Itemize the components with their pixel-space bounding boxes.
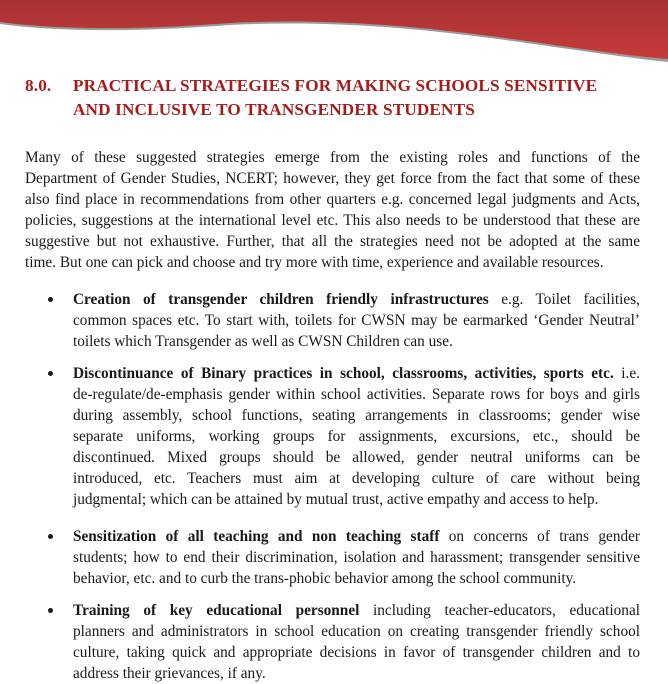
- bullet-line: de-regulate/de-emphasis gender within school activities. Separate rows for boys and girls: [73, 386, 640, 403]
- bullet-line: behavior, etc. and to curb the trans-phobic behavior among the school community.: [73, 570, 577, 587]
- bullet-line: common spaces etc. To start with, toilets for CWSN may be earmarked ‘Gender Neutral’: [73, 312, 640, 329]
- bullet-first-rest: including teacher-educators, educational: [359, 602, 640, 619]
- bullet-line: toilets which Transgender as well as CWSN Children can use.: [73, 333, 453, 350]
- intro-line: time. But one can pick and choose and try more with time, experience and available resources.: [25, 254, 604, 271]
- bullet-first-rest: e.g. Toilet facilities,: [488, 291, 640, 308]
- section-title-line-2: AND INCLUSIVE TO TRANSGENDER STUDENTS: [73, 100, 475, 119]
- intro-line: policies, suggestions at the international level etc. This also needs to be understood that these are: [25, 212, 640, 229]
- bullet-icon: [47, 370, 55, 378]
- bullet-bold-lead: Training of key educational personnel: [73, 602, 360, 619]
- bullet-first-line: [73, 601, 640, 621]
- intro-line: suggestive but not exhaustive. Further, that all the strategies need not be adopted at the same: [25, 233, 640, 250]
- bullet-icon: [47, 533, 55, 541]
- bullet-line: planners and administrators in school education on creating transgender friendly school: [73, 623, 640, 640]
- bullet-line: during assembly, school functions, seating arrangements in classrooms; gender wise: [73, 407, 640, 424]
- intro-line: Many of these suggested strategies emerge from the existing roles and functions of the: [25, 149, 640, 166]
- bullet-first-line: [73, 527, 640, 547]
- header-wave-banner: [0, 0, 668, 70]
- bullet-line: separate uniforms, working groups for assignments, excursions, etc., should be: [73, 428, 640, 445]
- section-title-line-1: PRACTICAL STRATEGIES FOR MAKING SCHOOLS SENSITIVE: [73, 76, 598, 95]
- bullet-bold-lead: Discontinuance of Binary practices in school, classrooms, activities, sports etc.: [73, 365, 614, 382]
- bullet-first-line: [73, 290, 640, 310]
- bullet-line: culture, taking quick and appropriate decisions in favor of transgender children and to: [73, 644, 640, 661]
- bullet-line: students; how to end their discrimination, isolation and harassment; transgender sensitive: [73, 549, 640, 566]
- bullet-icon: [47, 607, 55, 615]
- bullet-line: discontinued. Mixed groups should be allowed, gender neutral uniforms can be: [73, 449, 640, 466]
- bullet-line: judgmental; which can be attained by mutual trust, active empathy and access to help.: [73, 491, 599, 508]
- bullet-line: address their grievances, if any.: [73, 665, 266, 682]
- section-number: 8.0.: [25, 76, 52, 95]
- bullet-first-rest: on concerns of trans gender: [439, 528, 640, 545]
- intro-line: Department of Gender Studies, NCERT; however, they get force from the fact that some of these: [25, 170, 640, 187]
- bullet-line: introduced, etc. Teachers must aim at developing culture of care without being: [73, 470, 640, 487]
- intro-line: also find place in recommendations from other quarters e.g. concerned legal judgments and Acts,: [25, 191, 640, 208]
- bullet-bold-lead: Creation of transgender children friendly infrastructures: [73, 291, 489, 308]
- bullet-first-line: [73, 364, 640, 384]
- bullet-first-rest: i.e.: [613, 365, 640, 382]
- bullet-bold-lead: Sensitization of all teaching and non teaching staff: [73, 528, 440, 545]
- bullet-icon: [47, 296, 55, 304]
